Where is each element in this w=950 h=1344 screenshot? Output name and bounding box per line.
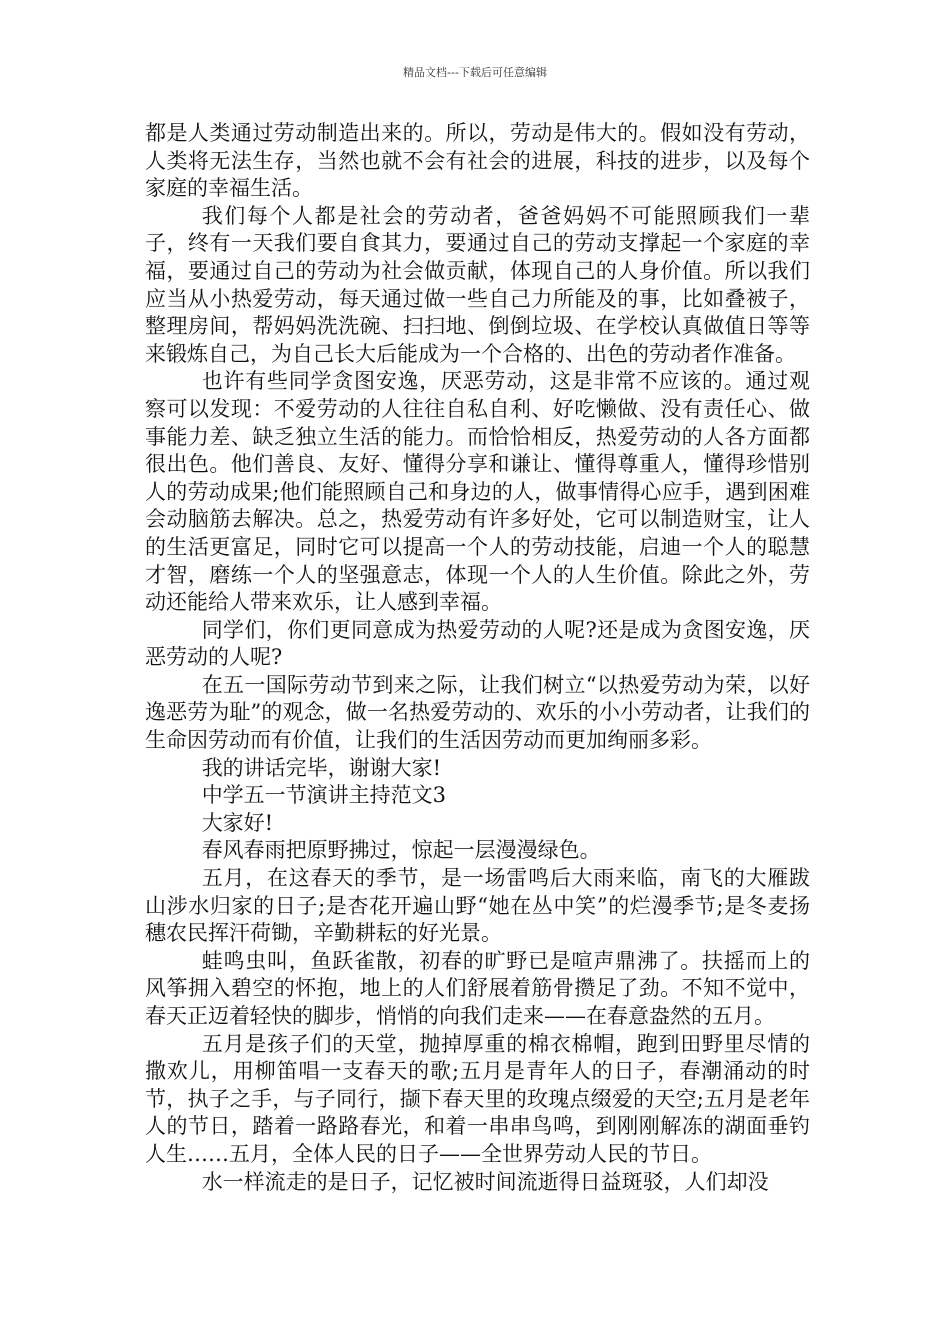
paragraph-4: 同学们，你们更同意成为热爱劳动的人呢?还是成为贪图安逸，厌恶劳动的人呢? [145,617,810,670]
paragraph-10: 五月，在这春天的季节，是一场雷鸣后大雨来临，南飞的大雁跋山涉水归家的日子;是杏花开遍山野“她在丛中笑”的烂漫季节;是冬麦扬穗农民挥汗荷锄，辛勤耕耘的好光景。 [145,866,810,946]
closing-line: 我的讲话完毕，谢谢大家! [201,755,442,780]
paragraph-3: 也许有些同学贪图安逸，厌恶劳动，这是非常不应该的。通过观察可以发现：不爱劳动的人往往自私自利、好吃懒做、没有责任心、做事能力差、缺乏独立生活的能力。而恰恰相反，热爱劳动的人各方面都很出色。他们善良、友好、懂得分享和谦让、懂得尊重人，懂得珍惜别人的劳动成果;他们能照顾自己和身边的人，做事情得心应手，遇到困难会动脑筋去解决。总之，热爱劳动有许多好处，它可以制造财宝，让人的生活更富足，同时它可以提高一个人的劳动技能，启迪一个人的聪慧才智，磨练一个人的坚强意志，体现一个人的人生价值。除此之外，劳动还能给人带来欢乐，让人感到幸福。 [145,369,810,615]
paragraph-12: 五月是孩子们的天堂，抛掉厚重的棉衣棉帽，跑到田野里尽情的撒欢儿，用柳笛唱一支春天的歌;五月是青年人的日子，春潮涌动的时节，执子之手，与子同行，撷下春天里的玫瑰点缀爱的天空;五月是老年人的节日，踏着一路路春光，和着一串串鸟鸣，到刚刚解冻的湖面垂钓人生……五月，全体人民的日子——全世界劳动人民的节日。 [145,1031,810,1166]
paragraph-13: 水一样流走的是日子，记忆被时间流逝得日益斑驳，人们却没 [201,1169,769,1194]
paragraph-1: 都是人类通过劳动制造出来的。所以，劳动是伟大的。假如没有劳动，人类将无法生存，当然也就不会有社会的进展，科技的进步，以及每个家庭的幸福生活。 [145,121,810,201]
paragraph-9: 春风春雨把原野拂过，惊起一层漫漫绿色。 [201,838,601,863]
page-header: 精品文档---下载后可任意编辑 [403,66,547,79]
section-title: 中学五一节演讲主持范文3 [201,783,447,808]
paragraph-11: 蛙鸣虫叫，鱼跃雀散，初春的旷野已是喧声鼎沸了。扶摇而上的风筝拥入碧空的怀抱，地上的人们舒展着筋骨攒足了劲。不知不觉中，春天正迈着轻快的脚步，悄悄的向我们走来——在春意盎然的五月。 [145,948,810,1028]
document-body [145,120,810,1196]
greeting-line: 大家好! [201,810,274,835]
paragraph-2: 我们每个人都是社会的劳动者，爸爸妈妈不可能照顾我们一辈子，终有一天我们要自食其力，要通过自己的劳动支撑起一个家庭的幸福，要通过自己的劳动为社会做贡献，体现自己的人身价值。所以我们应当从小热爱劳动，每天通过做一些自己力所能及的事，比如叠被子，整理房间，帮妈妈洗洗碗、扫扫地、倒倒垃圾、在学校认真做值日等等来锻炼自己，为自己长大后能成为一个合格的、出色的劳动者作准备。 [145,203,810,366]
paragraph-5: 在五一国际劳动节到来之际，让我们树立“以热爱劳动为荣，以好逸恶劳为耻”的观念，做一名热爱劳动的、欢乐的小小劳动者，让我们的生命因劳动而有价值，让我们的生活因劳动而更加绚丽多彩。 [145,672,810,753]
